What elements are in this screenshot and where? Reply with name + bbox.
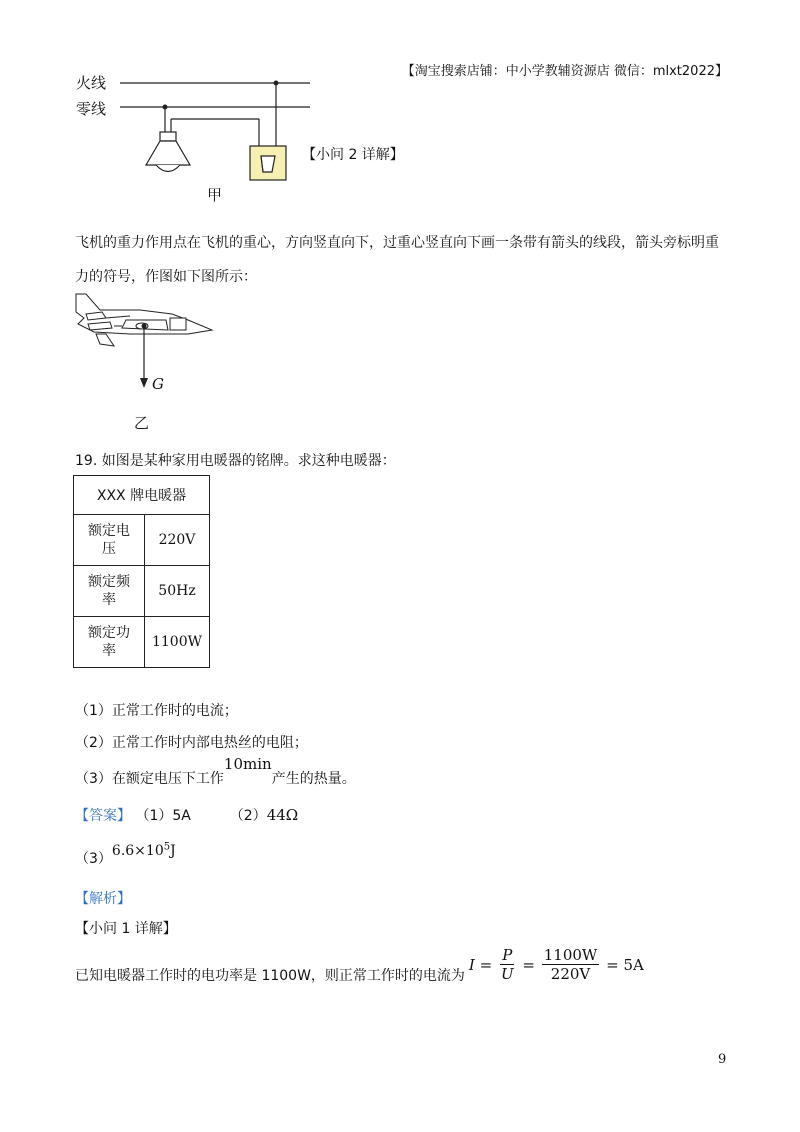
lamp-icon xyxy=(146,132,190,172)
answer-3: $(3)6.6\times 10^5J$ xyxy=(75,841,176,867)
sub1-detail-title: 【小问 1 详解】 xyxy=(75,921,177,937)
analysis-line: 已知电暖器工作时的电功率是 1100W，则正常工作时的电流为 I = $\frac{P}{U}$ = $\frac{1100W}{220V}$ = 5A xyxy=(75,946,644,984)
answer-tag: 【答案】 xyxy=(75,808,131,824)
page-number: 9 xyxy=(718,1052,727,1067)
circuit-diagram xyxy=(115,70,320,190)
gravity-force-label: G xyxy=(152,375,164,393)
table-row: 额定功 率 1100W xyxy=(74,617,210,668)
figure-caption-jia: 甲 xyxy=(207,186,223,204)
gravity-paragraph-line1: 飞机的重力作用点在飞机的重心，方向竖直向下，过重心竖直向下画一条带有箭头的线段，箭头旁标明重 xyxy=(75,235,719,251)
figure-caption-yi: 乙 xyxy=(134,414,150,432)
sub-question-2: （2）正常工作时内部电热丝的电阻； xyxy=(75,735,308,751)
sub-question-3: （3）在额定电压下工作10min产生的热量。 xyxy=(75,755,356,787)
nameplate-title: XXX 牌电暖器 xyxy=(74,476,210,515)
answer-1: （1）5A xyxy=(135,808,191,824)
table-row: 额定频 率 50Hz xyxy=(74,566,210,617)
plane-figure xyxy=(70,290,220,395)
answer-2: 44Ω xyxy=(266,806,299,824)
analysis-tag: 【解析】 xyxy=(75,891,131,907)
switch-icon xyxy=(250,146,286,180)
current-equation: I = $\frac{P}{U}$ = $\frac{1100W}{220V}$ = 5A xyxy=(468,946,644,983)
q2-detail-title: 【小问 2 详解】 xyxy=(302,147,404,163)
page-header: 【淘宝搜索店铺：中小学教辅资源店 微信：mlxt2022】 xyxy=(401,64,728,79)
gravity-arrow-head xyxy=(140,378,148,388)
neutral-wire-label: 零线 xyxy=(76,100,107,118)
sub-question-1: （1）正常工作时的电流； xyxy=(75,703,238,719)
gravity-paragraph-line2: 力的符号，作图如下图所示： xyxy=(75,269,257,285)
table-row: 额定电 压 220V xyxy=(74,515,210,566)
nameplate-table xyxy=(73,475,210,668)
live-wire-label: 火线 xyxy=(76,74,107,92)
answer-block: 【答案】 （1）5A （2）44Ω xyxy=(75,806,299,824)
question-19-stem: 19. 如图是某种家用电暖器的铭牌。求这种电暖器： xyxy=(75,453,396,469)
